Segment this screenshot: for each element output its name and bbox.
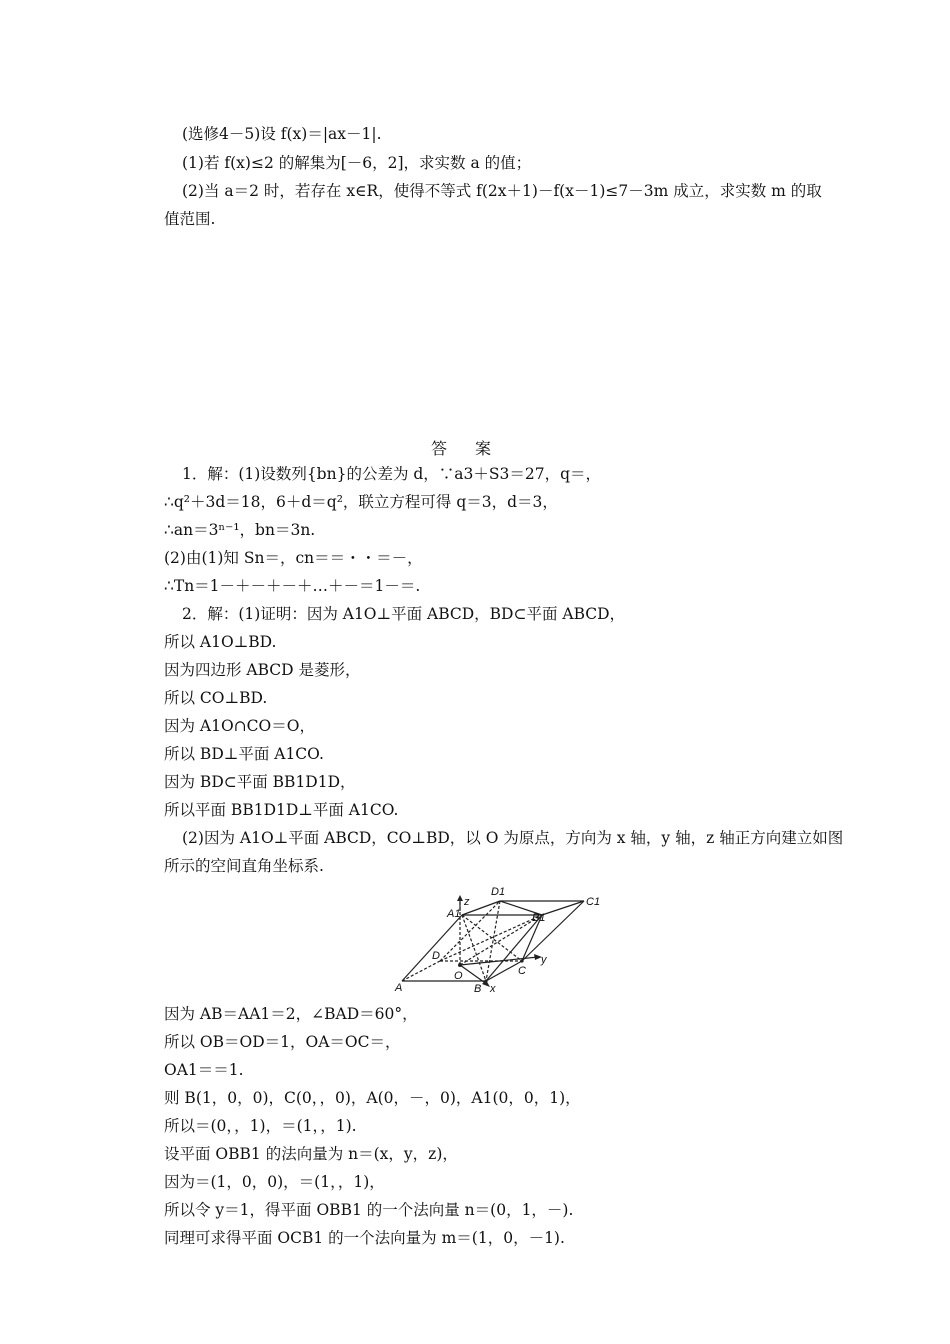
problem-line-intro: (选修4－5)设 f(x)＝|ax－1|. — [182, 125, 382, 143]
solution-line: 因为＝(1，0，0)，＝(1，，1)， — [164, 1173, 385, 1191]
solution-line: OA1＝＝1. — [164, 1061, 244, 1079]
solution-line: 1．解：(1)设数列{bn}的公差为 d，∵a3＋S3＝27，q＝， — [182, 465, 602, 483]
answer-title: 答案 — [430, 439, 519, 458]
label-b: B — [474, 983, 482, 995]
solution-line: (2)由(1)知 Sn＝，cn＝＝・・＝－， — [164, 549, 423, 567]
label-z-axis: z — [464, 896, 470, 908]
solution-line: 所以令 y＝1，得平面 OBB1 的一个法向量 n＝(0，1，－). — [164, 1201, 574, 1219]
label-d: D — [432, 950, 440, 962]
solution-line: 因为 BD⊂平面 BB1D1D， — [164, 773, 356, 791]
solution-line: 所以 BD⊥平面 A1CO. — [164, 745, 324, 763]
solution-line: (2)因为 A1O⊥平面 ABCD，CO⊥BD，以 O 为原点，方向为 x 轴，y 轴，z 轴正方向建立如图 — [182, 829, 844, 847]
label-y-axis: y — [541, 954, 547, 966]
label-b1: B1 — [532, 912, 546, 924]
solution-line: ∴Tn＝1－＋－＋－＋…＋－＝1－＝. — [164, 577, 421, 595]
solution-line: 则 B(1，0，0)，C(0，，0)，A(0，－，0)，A1(0，0，1)， — [164, 1089, 581, 1107]
label-c1: C1 — [586, 896, 601, 908]
solution-line: 所以 CO⊥BD. — [164, 689, 268, 707]
label-a: A — [395, 982, 403, 994]
label-a1: A1 — [447, 908, 461, 920]
prism-coordinate-figure — [394, 853, 608, 995]
solution-line: 所示的空间直角坐标系. — [164, 857, 324, 875]
label-d1: D1 — [491, 886, 506, 898]
solution-line: 所以 OB＝OD＝1，OA＝OC＝， — [164, 1033, 401, 1051]
problem-line-part2-cont: 值范围. — [164, 210, 216, 228]
solution-line: ∴an＝3ⁿ⁻¹，bn＝3n. — [164, 521, 316, 539]
solution-line: 2．解：(1)证明：因为 A1O⊥平面 ABCD，BD⊂平面 ABCD， — [182, 605, 626, 623]
solution-line: 所以 A1O⊥BD. — [164, 633, 277, 651]
solution-line: ∴q²＋3d＝18，6＋d＝q²，联立方程可得 q＝3，d＝3， — [164, 493, 558, 511]
label-c: C — [518, 965, 526, 977]
label-x-axis: x — [490, 983, 496, 995]
label-o: O — [454, 970, 463, 982]
solution-line: 设平面 OBB1 的法向量为 n＝(x，y，z)， — [164, 1145, 458, 1163]
solution-line: 因为四边形 ABCD 是菱形， — [164, 661, 361, 679]
solution-line: 所以＝(0，，1)，＝(1，，1). — [164, 1117, 357, 1135]
solution-line: 因为 A1O∩CO＝O， — [164, 717, 315, 735]
solution-line: 因为 AB＝AA1＝2，∠BAD＝60°， — [164, 1005, 418, 1023]
problem-line-part1: (1)若 f(x)≤2 的解集为[－6，2]，求实数 a 的值； — [182, 154, 532, 172]
solution-line: 所以平面 BB1D1D⊥平面 A1CO. — [164, 801, 399, 819]
problem-line-part2: (2)当 a＝2 时，若存在 x∈R，使得不等式 f(2x＋1)－f(x－1)≤7－3m 成立，求实数 m 的取 — [182, 182, 822, 200]
solution-line: 同理可求得平面 OCB1 的一个法向量为 m＝(1，0，－1). — [164, 1229, 565, 1247]
